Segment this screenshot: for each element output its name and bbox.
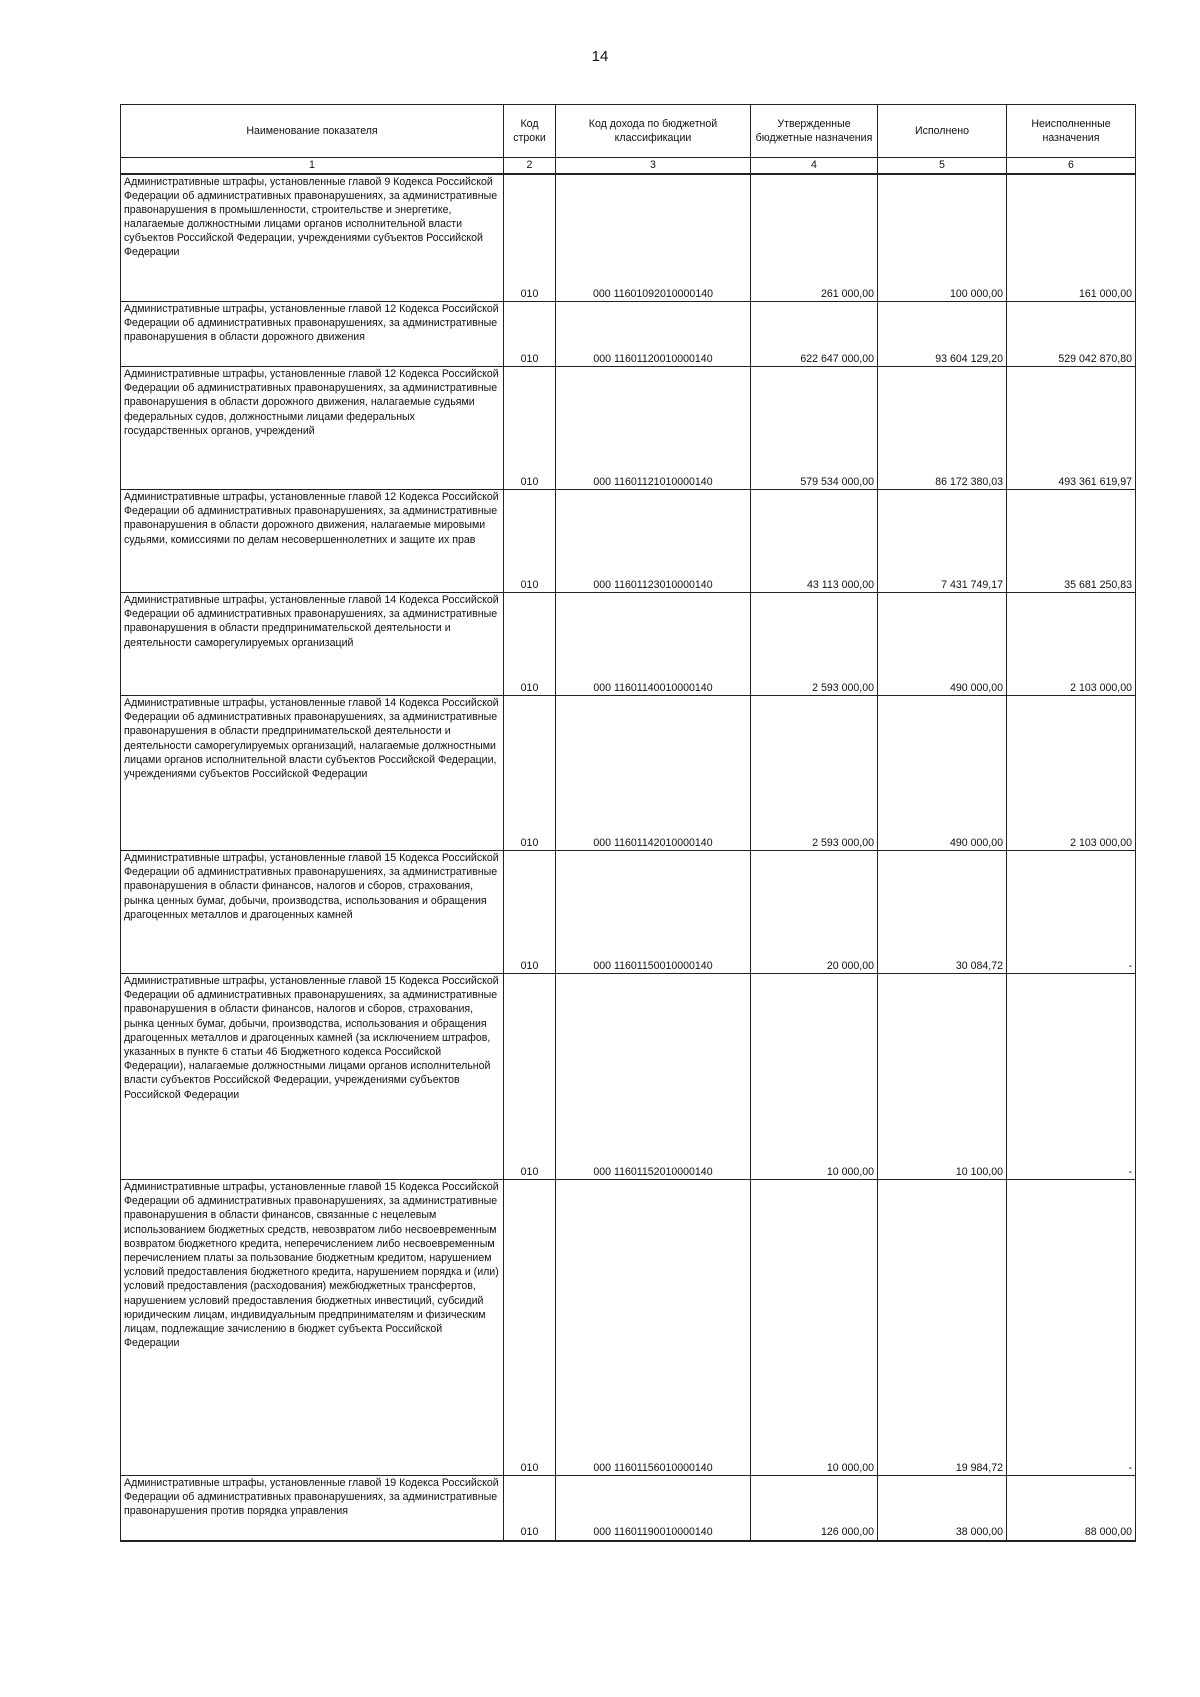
indicator-name: Административные штрафы, установленные главой 19 Кодекса Российской Федерации об административных правонарушениях, за административные правонарушения против порядка управления <box>121 1476 504 1541</box>
table-row <box>121 490 1136 593</box>
executed-amount: 93 604 129,20 <box>878 302 1007 367</box>
line-code: 010 <box>504 1180 556 1476</box>
indicator-name: Административные штрафы, установленные главой 12 Кодекса Российской Федерации об административных правонарушениях, за административные правонарушения в области дорожного движения, налагаемые судьями федеральных судов, должностными лицами федеральных государственных органов, учреждений <box>121 367 504 490</box>
unexecuted-amount: 88 000,00 <box>1007 1476 1136 1541</box>
line-code: 010 <box>504 974 556 1180</box>
table-row <box>121 302 1136 367</box>
column-number: 3 <box>556 158 751 174</box>
executed-amount: 7 431 749,17 <box>878 490 1007 593</box>
revenue-code: 000 11601150010000140 <box>556 851 751 974</box>
header-line-code: Код строки <box>504 105 556 158</box>
revenue-code: 000 11601152010000140 <box>556 974 751 1180</box>
line-code: 010 <box>504 1476 556 1541</box>
approved-amount: 20 000,00 <box>751 851 878 974</box>
unexecuted-amount: 493 361 619,97 <box>1007 367 1136 490</box>
revenue-code: 000 11601140010000140 <box>556 593 751 696</box>
executed-amount: 490 000,00 <box>878 593 1007 696</box>
line-code: 010 <box>504 696 556 851</box>
table-row <box>121 1180 1136 1476</box>
unexecuted-amount: 35 681 250,83 <box>1007 490 1136 593</box>
approved-amount: 579 534 000,00 <box>751 367 878 490</box>
column-number: 1 <box>121 158 504 174</box>
executed-amount: 38 000,00 <box>878 1476 1007 1541</box>
line-code: 010 <box>504 490 556 593</box>
executed-amount: 100 000,00 <box>878 174 1007 302</box>
table-row <box>121 367 1136 490</box>
executed-amount: 30 084,72 <box>878 851 1007 974</box>
budget-revenue-table <box>120 104 1136 1542</box>
header-indicator-name: Наименование показателя <box>121 105 504 158</box>
approved-amount: 43 113 000,00 <box>751 490 878 593</box>
indicator-name: Административные штрафы, установленные главой 12 Кодекса Российской Федерации об административных правонарушениях, за административные правонарушения в области дорожного движения, налагаемые мировыми судьями, комиссиями по делам несовершеннолетних и защите их прав <box>121 490 504 593</box>
page-number: 14 <box>591 48 609 65</box>
indicator-name: Административные штрафы, установленные главой 9 Кодекса Российской Федерации об административных правонарушениях, за административные правонарушения в промышленности, строительстве и энергетике, налагаемые должностными лицами органов исполнительной власти субъектов Российской Федерации, учреждениями субъектов Российской Федерации <box>121 174 504 302</box>
column-number: 4 <box>751 158 878 174</box>
approved-amount: 10 000,00 <box>751 974 878 1180</box>
unexecuted-amount: 529 042 870,80 <box>1007 302 1136 367</box>
column-number: 5 <box>878 158 1007 174</box>
line-code: 010 <box>504 367 556 490</box>
table-header-row <box>121 105 1136 158</box>
indicator-name: Административные штрафы, установленные главой 15 Кодекса Российской Федерации об административных правонарушениях, за административные правонарушения в области финансов, налогов и сборов, страхования, рынка ценных бумаг, добычи, производства, использования и обращения драгоценных металлов и драгоценных камней (за исключением штрафов, указанных в пункте 6 статьи 46 Бюджетного кодекса Российской Федерации), налагаемые должностными лицами органов исполнительной власти субъектов Российской Федерации, учреждениями субъектов Российской Федерации <box>121 974 504 1180</box>
revenue-code: 000 11601156010000140 <box>556 1180 751 1476</box>
table-row <box>121 174 1136 302</box>
indicator-name: Административные штрафы, установленные главой 15 Кодекса Российской Федерации об административных правонарушениях, за административные правонарушения в области финансов, связанные с нецелевым использованием бюджетных средств, невозвратом либо несвоевременным возвратом бюджетного кредита, неперечислением либо несвоевременным перечислением платы за пользование бюджетным кредитом, нарушением условий предоставления бюджетного кредита, нарушением порядка и (или) условий предоставления (расходования) межбюджетных трансфертов, нарушением условий предоставления бюджетных инвестиций, субсидий юридическим лицам, индивидуальным предпринимателям и физическим лицам, подлежащие зачислению в бюджет субъекта Российской Федерации <box>121 1180 504 1476</box>
revenue-code: 000 11601121010000140 <box>556 367 751 490</box>
unexecuted-amount: - <box>1007 974 1136 1180</box>
unexecuted-amount: - <box>1007 1180 1136 1476</box>
line-code: 010 <box>504 851 556 974</box>
table-row <box>121 851 1136 974</box>
column-number-row <box>121 158 1136 174</box>
revenue-code: 000 11601190010000140 <box>556 1476 751 1541</box>
indicator-name: Административные штрафы, установленные главой 14 Кодекса Российской Федерации об административных правонарушениях, за административные правонарушения в области предпринимательской деятельности и деятельности саморегулируемых организаций, налагаемые должностными лицами органов исполнительной власти субъектов Российской Федерации, учреждениями субъектов Российской Федерации <box>121 696 504 851</box>
executed-amount: 86 172 380,03 <box>878 367 1007 490</box>
indicator-name: Административные штрафы, установленные главой 15 Кодекса Российской Федерации об административных правонарушениях, за административные правонарушения в области финансов, налогов и сборов, страхования, рынка ценных бумаг, добычи, производства, использования и обращения драгоценных металлов и драгоценных камней <box>121 851 504 974</box>
header-unexecuted: Неисполненные назначения <box>1007 105 1136 158</box>
column-number: 2 <box>504 158 556 174</box>
executed-amount: 19 984,72 <box>878 1180 1007 1476</box>
table-row <box>121 696 1136 851</box>
indicator-name: Административные штрафы, установленные главой 14 Кодекса Российской Федерации об административных правонарушениях, за административные правонарушения в области предпринимательской деятельности и деятельности саморегулируемых организаций <box>121 593 504 696</box>
table-row <box>121 1476 1136 1541</box>
unexecuted-amount: 2 103 000,00 <box>1007 593 1136 696</box>
approved-amount: 622 647 000,00 <box>751 302 878 367</box>
approved-amount: 2 593 000,00 <box>751 696 878 851</box>
header-approved: Утвержденные бюджетные назначения <box>751 105 878 158</box>
line-code: 010 <box>504 174 556 302</box>
approved-amount: 10 000,00 <box>751 1180 878 1476</box>
revenue-code: 000 11601123010000140 <box>556 490 751 593</box>
executed-amount: 10 100,00 <box>878 974 1007 1180</box>
approved-amount: 2 593 000,00 <box>751 593 878 696</box>
revenue-code: 000 11601120010000140 <box>556 302 751 367</box>
line-code: 010 <box>504 593 556 696</box>
line-code: 010 <box>504 302 556 367</box>
executed-amount: 490 000,00 <box>878 696 1007 851</box>
column-number: 6 <box>1007 158 1136 174</box>
header-executed: Исполнено <box>878 105 1007 158</box>
table-row <box>121 593 1136 696</box>
unexecuted-amount: - <box>1007 851 1136 974</box>
revenue-code: 000 11601092010000140 <box>556 174 751 302</box>
revenue-code: 000 11601142010000140 <box>556 696 751 851</box>
unexecuted-amount: 2 103 000,00 <box>1007 696 1136 851</box>
table-row <box>121 974 1136 1180</box>
approved-amount: 261 000,00 <box>751 174 878 302</box>
unexecuted-amount: 161 000,00 <box>1007 174 1136 302</box>
indicator-name: Административные штрафы, установленные главой 12 Кодекса Российской Федерации об административных правонарушениях, за административные правонарушения в области дорожного движения <box>121 302 504 367</box>
header-revenue-code: Код дохода по бюджетной классификации <box>556 105 751 158</box>
approved-amount: 126 000,00 <box>751 1476 878 1541</box>
